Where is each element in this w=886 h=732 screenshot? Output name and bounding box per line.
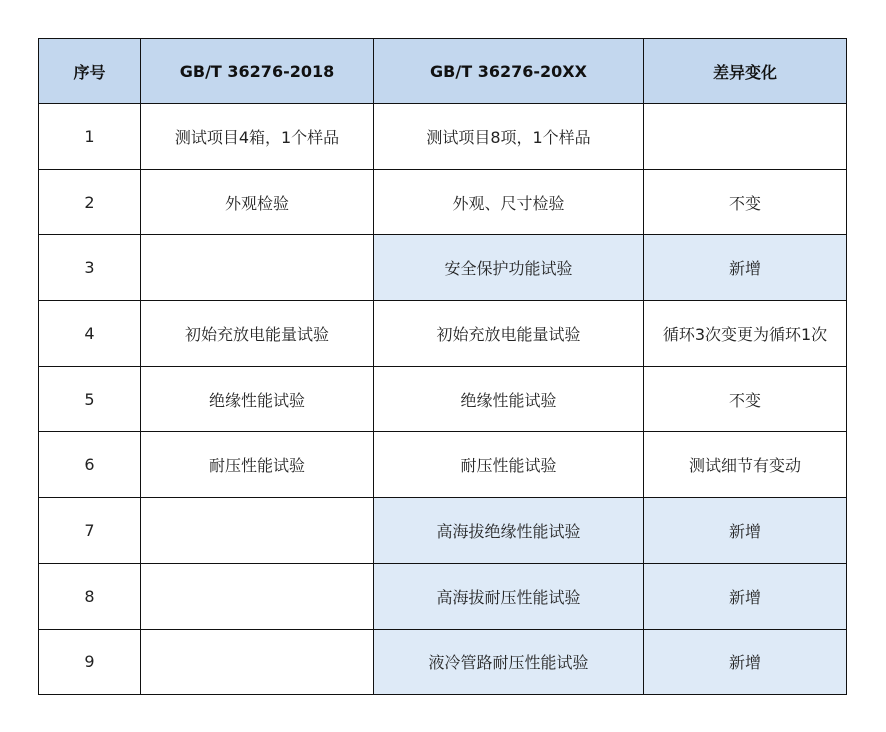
cell-new-standard: 液冷管路耐压性能试验 <box>374 629 644 695</box>
cell-new-standard: 测试项目8项，1个样品 <box>374 104 644 170</box>
cell-new-standard: 耐压性能试验 <box>374 432 644 498</box>
cell-no: 7 <box>39 498 141 564</box>
header-old-standard: GB/T 36276-2018 <box>141 39 374 104</box>
cell-old-standard: 耐压性能试验 <box>141 432 374 498</box>
cell-new-standard: 绝缘性能试验 <box>374 366 644 432</box>
table-row <box>39 104 847 170</box>
cell-diff <box>644 104 847 170</box>
cell-new-standard: 初始充放电能量试验 <box>374 301 644 367</box>
cell-no: 4 <box>39 301 141 367</box>
cell-new-standard: 外观、尺寸检验 <box>374 169 644 235</box>
cell-diff: 不变 <box>644 169 847 235</box>
table-body <box>39 104 847 695</box>
table-row <box>39 366 847 432</box>
cell-diff: 不变 <box>644 366 847 432</box>
cell-old-standard <box>141 235 374 301</box>
header-no: 序号 <box>39 39 141 104</box>
cell-no: 5 <box>39 366 141 432</box>
cell-diff: 新增 <box>644 498 847 564</box>
cell-old-standard: 初始充放电能量试验 <box>141 301 374 367</box>
cell-new-standard: 高海拔绝缘性能试验 <box>374 498 644 564</box>
header-row <box>39 39 847 104</box>
table-row <box>39 301 847 367</box>
table-row <box>39 169 847 235</box>
table-row <box>39 498 847 564</box>
comparison-table <box>38 38 847 695</box>
cell-no: 8 <box>39 563 141 629</box>
cell-old-standard <box>141 498 374 564</box>
table-row <box>39 629 847 695</box>
header-new-standard: GB/T 36276-20XX <box>374 39 644 104</box>
cell-no: 6 <box>39 432 141 498</box>
header-diff: 差异变化 <box>644 39 847 104</box>
cell-old-standard: 绝缘性能试验 <box>141 366 374 432</box>
cell-old-standard: 外观检验 <box>141 169 374 235</box>
table-row <box>39 235 847 301</box>
cell-new-standard: 安全保护功能试验 <box>374 235 644 301</box>
cell-old-standard: 测试项目4箱，1个样品 <box>141 104 374 170</box>
cell-no: 9 <box>39 629 141 695</box>
cell-diff: 新增 <box>644 563 847 629</box>
cell-no: 3 <box>39 235 141 301</box>
cell-new-standard: 高海拔耐压性能试验 <box>374 563 644 629</box>
table-header <box>39 39 847 104</box>
cell-no: 1 <box>39 104 141 170</box>
cell-diff: 新增 <box>644 629 847 695</box>
table-row <box>39 432 847 498</box>
cell-no: 2 <box>39 169 141 235</box>
cell-diff: 测试细节有变动 <box>644 432 847 498</box>
cell-old-standard <box>141 563 374 629</box>
table-row <box>39 563 847 629</box>
cell-old-standard <box>141 629 374 695</box>
cell-diff: 新增 <box>644 235 847 301</box>
cell-diff: 循环3次变更为循环1次 <box>644 301 847 367</box>
